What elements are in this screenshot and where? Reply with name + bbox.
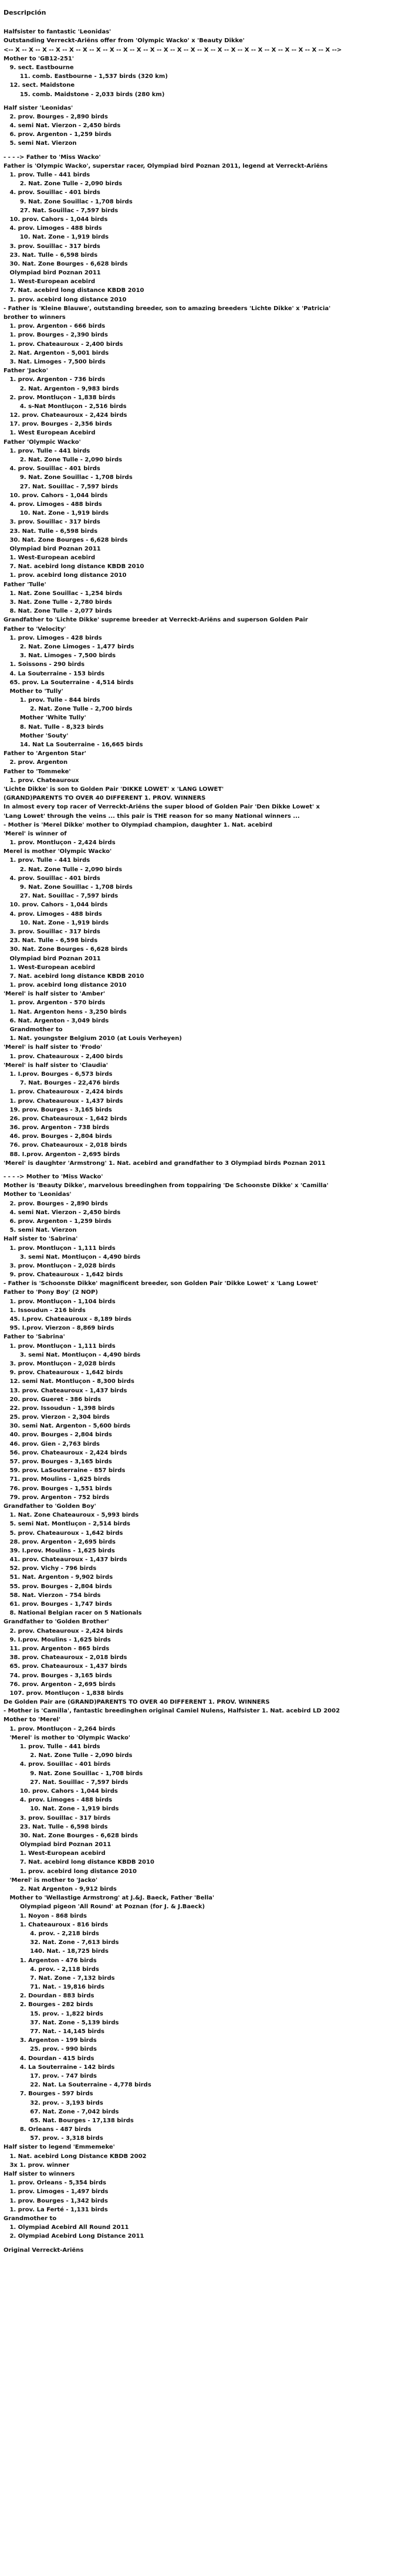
text-line: 65. Nat. Bourges - 17,138 birds (4, 2117, 134, 2124)
text-line: Mother to 'Merel' (4, 1717, 61, 1724)
text-line: 1. prov. Orleans - 5,354 birds (4, 2180, 106, 2187)
text-line: De Golden Pair are (GRAND)PARENTS TO OVER 40 DIFFERENT 1. PROV. WINNERS (4, 1699, 270, 1706)
text-line: 10. Nat. Zone - 1,919 birds (4, 510, 109, 517)
text-line: 2. Nat. Zone Tulle - 2,090 birds (4, 866, 123, 873)
text-line: 1. prov. Bourges - 1,342 birds (4, 2197, 108, 2204)
text-line: 2. prov. Montluçon - 1,838 birds (4, 394, 116, 401)
text-line: 10. prov. Cahors - 1,044 birds (4, 902, 108, 909)
text-line: 3. semi Nat. Montluçon - 4,490 birds (4, 1253, 141, 1260)
text-line: 1. Argenton - 476 birds (4, 1957, 97, 1964)
text-line: 10. Nat. Zone - 1,919 birds (4, 1806, 119, 1813)
text-line: 4. prov. Limoges - 488 birds (4, 1797, 113, 1804)
text-line: 37. Nat. Zone - 5,139 birds (4, 2019, 119, 2026)
text-line: 9. I.prov. Moulins - 1,625 birds (4, 1636, 111, 1643)
text-line: 1. prov. Tulle - 441 birds (4, 857, 90, 864)
text-line: 79. prov. Argenton - 752 birds (4, 1494, 110, 1501)
text-line: 2. Nat. Zone Tulle - 2,090 birds (4, 457, 123, 464)
text-line: Mother 'Souty' (4, 732, 69, 739)
text-line: 2. prov. Bourges - 2,890 birds (4, 113, 108, 120)
text-line: 3. Nat. Limoges - 7,500 birds (4, 653, 116, 660)
text-line: 4. semi Nat. Vierzon - 2,450 birds (4, 123, 121, 130)
text-line: 23. Nat. Tulle - 6,598 birds (4, 528, 98, 535)
text-line: 2. Nat. Zone Limoges - 1,477 birds (4, 643, 134, 650)
text-line: 1. Nat. youngster Belgium 2010 (at Louis Verheyen) (4, 1035, 182, 1042)
text-line: 2. prov. Argenton (4, 759, 68, 766)
text-line: Father to 'Velocity' (4, 626, 66, 633)
text-line: 8. Nat. Zone Tulle - 2,077 birds (4, 608, 112, 615)
text-line: Olympiad pigeon 'All Round' at Poznan (for J. & J.Baeck) (4, 1904, 205, 1911)
text-line: 11. comb. Eastbourne - 1,537 birds (320 km) (4, 73, 168, 80)
text-line: 3. prov. Souillac - 317 birds (4, 243, 100, 250)
text-line: - Mother is 'Merel Dikke' mother to Olympiad champion, daughter 1. Nat. acebird (4, 821, 273, 828)
text-line: Olympiad bird Poznan 2011 (4, 545, 101, 552)
text-line: 1. prov. Limoges - 428 birds (4, 634, 102, 641)
text-line: 57. prov. - 3,318 birds (4, 2135, 103, 2142)
text-line: 23. Nat. Tulle - 6,598 birds (4, 937, 98, 944)
text-line: 1. prov. Argenton - 570 birds (4, 1000, 106, 1007)
text-line: 'Merel' is mother to 'Olympic Wacko' (4, 1734, 130, 1741)
text-line: 2. Nat. Argenton - 5,001 birds (4, 349, 109, 356)
text-line: 3. semi Nat. Montluçon - 4,490 birds (4, 1351, 141, 1358)
text-line: 1. prov. acebird long distance 2010 (4, 572, 127, 579)
text-line: 'Merel' is daughter 'Armstrong' 1. Nat. acebird and grandfather to 3 Olympiad birds Poznan 2011 (4, 1160, 326, 1167)
text-line: 27. Nat. Souillac - 7,597 birds (4, 483, 119, 490)
text-line: 8. Nat. Tulle - 8,323 birds (4, 723, 104, 730)
text-line: 25. prov. Vierzon - 2,304 birds (4, 1414, 110, 1421)
text-line: 1. prov. Tulle - 441 birds (4, 1744, 100, 1751)
text-line: Merel is mother 'Olympic Wacko' (4, 848, 112, 855)
text-line: 1. West-European acebird (4, 1850, 106, 1857)
text-line: 3. prov. Souillac - 317 birds (4, 519, 100, 526)
text-line: 3. Nat. Limoges - 7,500 birds (4, 358, 106, 365)
text-line: 1. prov. Chateauroux (4, 777, 79, 784)
text-line: 3. prov. Souillac - 317 birds (4, 1814, 111, 1821)
text-line: 61. prov. Bourges - 1,747 birds (4, 1601, 112, 1608)
text-line: - Father is 'Schoonste Dikke' magnificent breeder, son Golden Pair 'Dikke Lowet' x 'Lang Lowet' (4, 1280, 319, 1287)
text-line: 2. Olympiad Acebird Long Distance 2011 (4, 2233, 144, 2240)
text-line: 1. prov. La Ferté - 1,131 birds (4, 2206, 108, 2213)
text-line: 23. Nat. Tulle - 6,598 birds (4, 252, 98, 259)
text-line: 10. prov. Cahors - 1,044 birds (4, 1787, 118, 1795)
text-line: 77. Nat. - 14,145 birds (4, 2028, 104, 2035)
text-line: 1. prov. Montluçon - 1,111 birds (4, 1245, 116, 1252)
text-line: 4. prov. Souillac - 401 birds (4, 1761, 111, 1768)
text-line: 4. prov. Souillac - 401 birds (4, 465, 100, 473)
text-line: 10. Nat. Zone - 1,919 birds (4, 919, 109, 926)
text-line: 58. Nat. Vierzon - 754 birds (4, 1592, 101, 1599)
text-line: 95. I.prov. Vierzon - 8,869 birds (4, 1325, 114, 1332)
text-line: 2. prov. Bourges - 2,890 birds (4, 1200, 108, 1207)
text-line: 1. Soissons - 290 birds (4, 661, 85, 668)
text-line: 4. La Souterraine - 142 birds (4, 2064, 115, 2071)
text-line: 3. Argenton - 199 birds (4, 2037, 97, 2044)
text-line: 17. prov. - 747 birds (4, 2072, 97, 2079)
text-line: 1. Chateauroux - 816 birds (4, 1921, 109, 1928)
text-line: 3x 1. prov. winner (4, 2162, 70, 2169)
text-line: 7. Nat. Zone - 7,132 birds (4, 1975, 115, 1982)
text-line: 3. prov. Montluçon - 2,028 birds (4, 1262, 116, 1269)
blank-line (4, 1168, 416, 1173)
text-line: 38. prov. Chateauroux - 2,018 birds (4, 1654, 127, 1661)
text-line: 2. prov. Chateauroux - 2,424 birds (4, 1627, 123, 1634)
text-line: 1. I.prov. Bourges - 6,573 birds (4, 1070, 113, 1078)
text-line: 6. Nat. Argenton - 3,049 birds (4, 1017, 109, 1024)
pedigree-text (4, 28, 416, 2255)
text-line: 76. prov. Argenton - 2,695 birds (4, 1681, 116, 1688)
text-line: Father to 'Tommeke' (4, 768, 71, 775)
text-line: 71. prov. Moulins - 1,625 birds (4, 1476, 111, 1483)
text-line: 23. Nat. Tulle - 6,598 birds (4, 1823, 108, 1830)
text-line: 30. Nat. Zone Bourges - 6,628 birds (4, 946, 128, 953)
text-line: 1. prov. Montluçon - 1,104 birds (4, 1298, 116, 1305)
text-line: 9. prov. Chateauroux - 1,642 birds (4, 1272, 123, 1279)
text-line: Mother is 'Beauty Dikke', marvelous breedinghen from toppairing 'De Schoonste Dikke' x 'Camilla' (4, 1182, 329, 1190)
text-line: 2. Nat Argenton - 9,912 birds (4, 1886, 117, 1893)
text-line: 76. prov. Chateauroux - 2,018 birds (4, 1142, 127, 1149)
text-line: 7. Nat. acebird long distance KBDB 2010 (4, 287, 144, 294)
text-line: 4. prov. Limoges - 488 birds (4, 501, 102, 508)
text-line: 76. prov. Bourges - 1,551 birds (4, 1485, 112, 1492)
text-line: brother to winners (4, 314, 66, 321)
text-line: 6. prov. Argenton - 1,259 birds (4, 131, 111, 138)
text-line: 17. prov. Bourges - 2,356 birds (4, 421, 112, 428)
blank-line (4, 2241, 416, 2246)
text-line: 56. prov. Chateauroux - 2,424 birds (4, 1449, 127, 1456)
text-line: 14. Nat La Souterraine - 16,665 birds (4, 742, 143, 749)
text-line: Original Verreckt-Ariëns (4, 2247, 84, 2254)
text-line: 1. prov. acebird long distance 2010 (4, 1868, 137, 1875)
text-line: 5. prov. Chateauroux - 1,642 birds (4, 1530, 123, 1537)
text-line: 28. prov. Argenton - 2,695 birds (4, 1538, 116, 1545)
text-line: - - - -> Mother to 'Miss Wacko' (4, 1174, 103, 1181)
text-line: 74. prov. Bourges - 3,165 birds (4, 1672, 112, 1679)
text-line: Father is 'Olympic Wacko', superstar racer, Olympiad bird Poznan 2011, legend at Verreckt-Ariëns (4, 162, 328, 169)
text-line: In almost every top racer of Verreckt-Ariëns the super blood of Golden Pair 'Den Dikke Lowet' x (4, 804, 320, 811)
text-line: - - - -> Father to 'Miss Wacko' (4, 154, 101, 161)
text-line: 4. prov. Limoges - 488 birds (4, 225, 102, 232)
text-line: 3. prov. Montluçon - 2,028 birds (4, 1360, 116, 1367)
text-line: Mother to 'Leonidas' (4, 1191, 72, 1198)
text-line: Mother to 'GB12-251' (4, 55, 74, 62)
text-line: 1. Nat. Zone Souillac - 1,254 birds (4, 590, 123, 597)
text-line: 1. Nat. acebird Long Distance KBDB 2002 (4, 2153, 147, 2160)
text-line: Father 'Tulle' (4, 581, 46, 588)
text-line: 7. Nat. acebird long distance KBDB 2010 (4, 1859, 154, 1866)
text-line: 1. Nat. Argenton hens - 3,250 birds (4, 1008, 127, 1015)
text-line: 1. prov. Chateauroux - 2,424 birds (4, 1089, 123, 1096)
text-line: Olympiad bird Poznan 2011 (4, 1841, 111, 1848)
text-line: 9. Nat. Zone Souillac - 1,708 birds (4, 198, 133, 205)
text-line: <-- X -- X -- X -- X -- X -- X -- X -- X -- X -- X -- X -- X -- X -- X -- X -- X -- X -- X -- X -- X -- X -- X -- X -- X --> (4, 46, 342, 53)
text-line: - Mother is 'Camilla', fantastic breedinghen original Camiel Nulens, Halfsister 1. Nat. acebird LD 2002 (4, 1708, 340, 1715)
text-line: Olympiad bird Poznan 2011 (4, 955, 101, 962)
text-line: 2. Nat. Zone Tulle - 2,090 birds (4, 1752, 133, 1759)
text-line: 1. prov. Montluçon - 2,424 birds (4, 840, 116, 847)
text-line: 32. prov. - 3,193 birds (4, 2099, 103, 2106)
text-line: 7. Nat. Bourges - 22,476 birds (4, 1080, 120, 1087)
text-line: Grandmother to (4, 1027, 63, 1034)
text-line: 1. prov. acebird long distance 2010 (4, 982, 127, 989)
text-line: 15. comb. Maidstone - 2,033 birds (280 km) (4, 91, 165, 98)
text-line: 2. Nat. Zone Tulle - 2,090 birds (4, 181, 123, 188)
text-line: 4. Dourdan - 415 birds (4, 2055, 94, 2062)
text-line: 1. West-European acebird (4, 964, 96, 971)
text-line: 4. prov. Limoges - 488 birds (4, 910, 102, 917)
text-line: 36. prov. Argenton - 738 birds (4, 1124, 110, 1131)
text-line: 1. prov. Tulle - 441 birds (4, 172, 90, 179)
text-line: Olympiad bird Poznan 2011 (4, 270, 101, 277)
text-line: 51. Nat. Argenton - 9,902 birds (4, 1574, 113, 1581)
text-line: 9. Nat. Zone Souillac - 1,708 birds (4, 1770, 143, 1777)
text-line: 46. prov. Bourges - 2,804 birds (4, 1133, 112, 1140)
text-line: 65. prov. La Souterraine - 4,514 birds (4, 679, 134, 686)
text-line: 1. Issoudun - 216 birds (4, 1307, 86, 1314)
text-line: 6. prov. Argenton - 1,259 birds (4, 1218, 111, 1225)
text-line: 'Lang Lowet' through the veins ... this pair is THE reason for so many National winners ... (4, 813, 300, 820)
text-line: 107. prov. Montluçon - 1,838 birds (4, 1690, 124, 1697)
text-line: 22. Nat. La Souterraine - 4,778 birds (4, 2082, 151, 2089)
text-line: 30. semi Nat. Argenton - 5,600 birds (4, 1423, 131, 1430)
text-line: 9. Nat. Zone Souillac - 1,708 birds (4, 884, 133, 891)
text-line: 20. prov. Gueret - 386 birds (4, 1396, 102, 1403)
text-line: 39. I.prov. Moulins - 1,625 birds (4, 1547, 115, 1554)
text-line: Half sister to 'Sabrina' (4, 1236, 78, 1243)
text-line: 1. prov. Chateauroux - 2,400 birds (4, 341, 123, 348)
text-line: 5. semi Nat. Vierzon (4, 140, 77, 147)
text-line: 'Merel' is half sister to 'Frodo' (4, 1044, 103, 1051)
text-line: 1. West-European acebird (4, 278, 96, 286)
text-line: 'Merel' is half sister to 'Amber' (4, 991, 106, 998)
text-line: Half sister to legend 'Emmemeke' (4, 2144, 115, 2151)
text-line: 4. semi Nat. Vierzon - 2,450 birds (4, 1209, 121, 1216)
text-line: 65. prov. Chateauroux - 1,437 birds (4, 1663, 127, 1670)
text-line: 9. sect. Eastbourne (4, 64, 74, 71)
text-line: - Father is 'Kleine Blauwe', outstanding breeder, son to amazing breeders 'Lichte Dikke' x 'Patricia' (4, 305, 331, 312)
text-line: 1. prov. Argenton - 666 birds (4, 323, 106, 330)
text-line: 3. Nat. Zone Tulle - 2,780 birds (4, 599, 112, 606)
blank-line (4, 99, 416, 104)
text-line: 12. semi Nat. Montluçon - 8,300 birds (4, 1378, 134, 1385)
text-line: Grandfather to 'Golden Boy' (4, 1503, 96, 1510)
text-line: Outstanding Verreckt-Ariëns offer from 'Olympic Wacko' x 'Beauty Dikke' (4, 38, 245, 45)
text-line: 40. prov. Bourges - 2,804 birds (4, 1432, 112, 1439)
text-line: 1. Nat. Zone Chateauroux - 5,993 birds (4, 1512, 139, 1519)
text-line: 2. Bourges - 282 birds (4, 2001, 93, 2009)
text-line: 55. prov. Bourges - 2,804 birds (4, 1583, 112, 1590)
text-line: 52. prov. Vichy - 796 birds (4, 1565, 97, 1572)
text-line: 4. prov. Souillac - 401 birds (4, 875, 100, 882)
text-line: 27. Nat. Souillac - 7,597 birds (4, 1779, 128, 1786)
text-line: 1. prov. Argenton - 736 birds (4, 376, 106, 383)
text-line: 13. prov. Chateauroux - 1,437 birds (4, 1387, 127, 1394)
text-line: (GRAND)PARENTS TO OVER 40 DIFFERENT 1. PROV. WINNERS (4, 795, 206, 802)
text-line: Halfsister to fantastic 'Leonidas' (4, 29, 111, 36)
text-line: 45. I.prov. Chateauroux - 8,189 birds (4, 1316, 131, 1323)
text-line: 1. Olympiad Acebird All Round 2011 (4, 2224, 129, 2231)
text-line: 46. prov. Gien - 2,763 birds (4, 1440, 100, 1447)
text-line: 10. prov. Cahors - 1,044 birds (4, 216, 108, 223)
text-line: 'Merel' is half sister to 'Claudia' (4, 1062, 108, 1069)
text-line: 10. prov. Cahors - 1,044 birds (4, 492, 108, 499)
text-line: 3. prov. Souillac - 317 birds (4, 928, 100, 935)
text-line: 4. prov. - 2,218 birds (4, 1930, 99, 1937)
text-line: Mother to 'Tully' (4, 688, 63, 695)
text-line: 57. prov. Bourges - 3,165 birds (4, 1459, 112, 1466)
text-line: 4. s-Nat Montluçon - 2,516 birds (4, 403, 127, 410)
text-line: Father to 'Sabrina' (4, 1334, 65, 1341)
text-line: 7. Nat. acebird long distance KBDB 2010 (4, 563, 144, 570)
text-line: 'Merel' is winner of (4, 830, 67, 837)
text-line: 7. Nat. acebird long distance KBDB 2010 (4, 973, 144, 980)
text-line: 30. Nat. Zone Bourges - 6,628 birds (4, 536, 128, 543)
text-line: 26. prov. Chateauroux - 1,642 birds (4, 1115, 127, 1122)
text-line: 1. prov. Tulle - 441 birds (4, 447, 90, 454)
text-line: 1. prov. Limoges - 1,497 birds (4, 2188, 109, 2196)
text-line: 7. Bourges - 597 birds (4, 2091, 93, 2098)
blank-line (4, 148, 416, 153)
text-line: 30. Nat. Zone Bourges - 6,628 birds (4, 1832, 138, 1839)
text-line: Father to 'Argenton Star' (4, 750, 86, 757)
text-line: 12. prov. Chateauroux - 2,424 birds (4, 412, 127, 419)
text-line: 9. Nat. Zone Souillac - 1,708 birds (4, 474, 133, 481)
text-line: 2. Dourdan - 883 birds (4, 1993, 94, 2000)
text-line: 1. prov. Chateauroux - 1,437 birds (4, 1097, 123, 1105)
text-line: 4. La Souterraine - 153 birds (4, 670, 105, 677)
text-line: Father to 'Pony Boy' (2 NOP) (4, 1289, 98, 1296)
text-line: Grandfather to 'Golden Brother' (4, 1619, 109, 1626)
text-line: 1. prov. Tulle - 844 birds (4, 697, 100, 704)
text-line: 8. National Belgian racer on 5 Nationals (4, 1610, 142, 1617)
text-line: 15. prov. - 1,822 birds (4, 2010, 103, 2017)
text-line: 25. prov. - 990 birds (4, 2046, 97, 2053)
text-line: 71. Nat. - 19,816 birds (4, 1984, 104, 1991)
text-line: Half sister 'Leonidas' (4, 104, 73, 111)
text-line: 1. prov. acebird long distance 2010 (4, 296, 127, 303)
text-line: 1. prov. Montluçon - 1,111 birds (4, 1343, 116, 1350)
text-line: Grandfather to 'Lichte Dikke' supreme breeder at Verreckt-Ariëns and superson Golden Pair (4, 617, 308, 624)
text-line: 140. Nat. - 18,725 birds (4, 1948, 109, 1955)
text-line: 11. prov. Argenton - 865 birds (4, 1645, 110, 1652)
text-line: 9. prov. Chateauroux - 1,642 birds (4, 1369, 123, 1377)
text-line: 4. prov. - 2,118 birds (4, 1966, 99, 1973)
text-line: Father 'Olympic Wacko' (4, 439, 81, 446)
text-line: 27. Nat. Souillac - 7,597 birds (4, 207, 119, 214)
text-line: Grandmother to (4, 2215, 57, 2222)
text-line: 88. I.prov. Argenton - 2,695 birds (4, 1151, 120, 1158)
text-line: 10. Nat. Zone - 1,919 birds (4, 234, 109, 241)
text-line: 'Lichte Dikke' is son to Golden Pair 'DIKKE LOWET' x 'LANG LOWET' (4, 786, 224, 793)
description-heading: Descripción (4, 9, 46, 16)
text-line: 67. Nat. Zone - 7,042 birds (4, 2108, 119, 2115)
text-line: 1. Noyon - 868 birds (4, 1912, 87, 1919)
text-line: 1. prov. Chateauroux - 2,400 birds (4, 1053, 123, 1060)
text-line: 59. prov. LaSouterraine - 857 birds (4, 1467, 126, 1474)
text-line: 1. West European Acebird (4, 430, 96, 437)
text-line: 2. Nat. Zone Tulle - 2,700 birds (4, 706, 133, 713)
text-line: 12. sect. Maidstone (4, 82, 75, 89)
text-line: 19. prov. Bourges - 3,165 birds (4, 1106, 112, 1113)
text-line: 32. Nat. Zone - 7,613 birds (4, 1939, 119, 1946)
text-line: Mother 'White Tully' (4, 715, 86, 722)
text-line: 5. semi Nat. Vierzon (4, 1227, 77, 1234)
text-line: 30. Nat. Zone Bourges - 6,628 birds (4, 260, 128, 267)
text-line: 2. Nat. Argenton - 9,983 birds (4, 385, 119, 392)
text-line: 4. prov. Souillac - 401 birds (4, 189, 100, 196)
text-line: 1. prov. Bourges - 2,390 birds (4, 332, 108, 339)
text-line: 8. Orleans - 487 birds (4, 2126, 92, 2133)
text-line: 1. West-European acebird (4, 555, 96, 562)
text-line: 22. prov. Issoudun - 1,398 birds (4, 1405, 115, 1412)
text-line: 'Merel' is mother to 'Jacko' (4, 1877, 98, 1884)
text-line: 5. semi Nat. Montluçon - 2,514 birds (4, 1521, 130, 1528)
text-line: Half sister to winners (4, 2171, 75, 2178)
text-line: 41. prov. Chateauroux - 1,437 birds (4, 1557, 127, 1564)
text-line: 27. Nat. Souillac - 7,597 birds (4, 893, 119, 900)
text-line: Mother to 'Wellastige Armstrong' at J.&J. Baeck, Father 'Bella' (4, 1895, 215, 1902)
text-line: Father 'Jacko' (4, 368, 48, 375)
text-line: 1. prov. Montluçon - 2,264 birds (4, 1725, 116, 1732)
